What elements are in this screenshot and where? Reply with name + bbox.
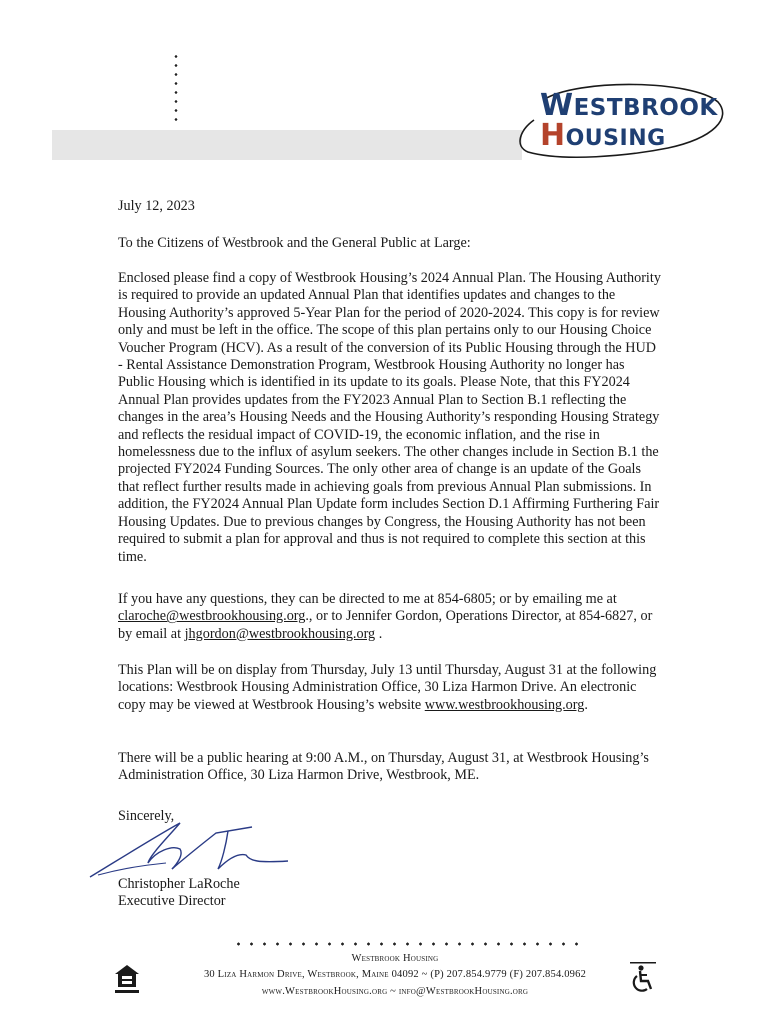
email-link-claroche[interactable]: claroche@westbrookhousing.org: [118, 608, 306, 625]
letter-paragraph-display: [118, 662, 663, 714]
logo-word-housing: [540, 118, 666, 153]
contact-text: ., or to Jennifer Gordon, Operations Director, at 854-6827, or by email at: [118, 608, 653, 642]
logo-initial-h: H: [540, 118, 566, 153]
letter-date: July 12, 2023: [118, 198, 195, 214]
wheelchair-accessibility-icon: [630, 962, 656, 996]
letter-greeting: To the Citizens of Westbrook and the General Public at Large:: [118, 235, 471, 251]
signer-title: Executive Director: [118, 893, 226, 910]
logo-word-rest: ESTBROOK: [573, 95, 718, 121]
equal-housing-opportunity-icon: [113, 963, 141, 995]
signature-block: [118, 876, 663, 911]
logo-initial-w: W: [540, 88, 574, 123]
footer-address: 30 Liza Harmon Drive, Westbrook, Maine 04092 ~ (P) 207.854.9779 (F) 207.854.0962: [203, 969, 587, 980]
email-link-jhgordon[interactable]: jhgordon@westbrookhousing.org: [184, 625, 376, 642]
letter-closing: Sincerely,: [118, 808, 175, 824]
contact-text: .: [375, 625, 383, 642]
letter-paragraph-hearing: There will be a public hearing at 9:00 A.M., on Thursday, August 31, at Westbrook Housing’s Administration Office, 30 Liza Harmon Drive, Westbrook, ME.: [118, 750, 649, 784]
westbrook-housing-logo: [518, 80, 728, 176]
letter-paragraph-plan-summary: Enclosed please find a copy of Westbrook Housing’s 2024 Annual Plan. The Housing Authority is required to provide an updated Annual Plan that identifies updates and changes to the Housing Authority’s approved 5-Year Plan for the period of 2020-2024. This copy is for review only and must be left in the office. The scope of this plan pertains only to our Housing Choice Voucher Program (HCV). As a result of the conversion of its Public Housing through the HUD - Rental Assistance Demonstration Program, Westbrook Housing Authority no longer has Public Housing which is identified in its update to its goals. Please Note, that this FY2024 Annual Plan provides updates from the FY2023 Annual Plan to Section B.1 reflecting the changes in the area’s Housing Needs and the Housing Authority’s responding Housing Strategy and reflects the residual impact of COVID-19, the economic inflation, and the rise in homelessness due to the influx of asylum seekers. The other changes include in Section B.1 the projected FY2024 Funding Sources. The only other area of change is an update of the Goals that reflect further results made in achieving goals from previous Annual Plan submissions. In addition, the FY2024 Annual Plan Update form includes Section D.1 Affirming Furthering Fair Housing Updates. Due to previous changes by Congress, the Housing Authority has not been required to submit a plan for approval and thus is not required to complete this section at this time.: [118, 270, 661, 565]
signer-name: Christopher LaRoche: [118, 876, 240, 892]
website-link[interactable]: www.westbrookhousing.org: [424, 696, 585, 713]
logo-word-rest: OUSING: [565, 126, 666, 151]
display-text: .: [584, 696, 588, 713]
footer-organization: Westbrook Housing: [351, 953, 439, 964]
letter-paragraph-contact: [118, 591, 663, 643]
footer-dotted-divider: [232, 941, 582, 947]
display-text: This Plan will be on display from Thursday, July 13 until Thursday, August 31 at the following locations: Westbrook Housing Administration Office, 30 Liza Harmon Drive. An electronic copy may be viewed at Westbrook Housing’s website: [118, 662, 657, 713]
contact-text: If you have any questions, they can be directed to me at 854-6805; or by emailing me at: [118, 591, 617, 607]
header-band: [52, 130, 522, 160]
decorative-dotted-line: [174, 52, 178, 126]
footer-web-email: www.WestbrookHousing.org ~ info@WestbrookHousing.org: [261, 986, 529, 997]
